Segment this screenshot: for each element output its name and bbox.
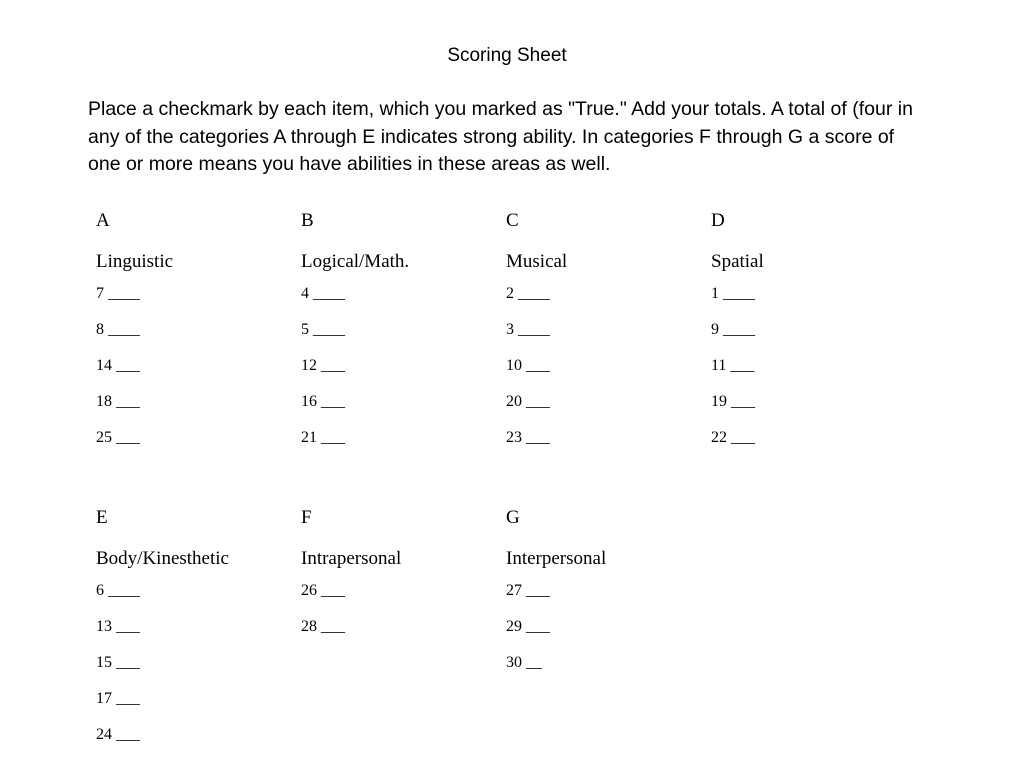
category-name: Body/Kinesthetic	[96, 548, 229, 569]
item-entry: 24 ___	[96, 726, 140, 743]
category-name: Musical	[506, 251, 568, 272]
category-letter: D	[711, 210, 725, 231]
category-letter: E	[96, 507, 108, 528]
category-column-d	[711, 209, 764, 464]
item-entry: 22 ___	[711, 429, 755, 446]
item-list	[301, 284, 409, 464]
item-list	[96, 284, 173, 464]
item-entry: 17 ___	[96, 690, 140, 707]
category-name: Linguistic	[96, 251, 174, 272]
item-entry: 2 ____	[506, 285, 550, 302]
item-list	[506, 284, 567, 464]
category-column-b	[301, 209, 409, 464]
item-list	[506, 581, 606, 689]
item-entry: 18 ___	[96, 393, 140, 410]
item-entry: 5 ____	[301, 321, 345, 338]
item-entry: 16 ___	[301, 393, 345, 410]
item-entry: 10 ___	[506, 357, 550, 374]
page-title: Scoring Sheet	[447, 45, 567, 66]
category-letter: C	[506, 210, 519, 231]
item-entry: 3 ____	[506, 321, 550, 338]
category-column-a	[96, 209, 173, 464]
item-entry: 29 ___	[506, 618, 550, 635]
category-column-c	[506, 209, 567, 464]
item-entry: 21 ___	[301, 429, 345, 446]
category-column-f	[301, 506, 401, 653]
category-letter: A	[96, 210, 110, 231]
item-list	[711, 284, 764, 464]
item-entry: 15 ___	[96, 654, 140, 671]
item-entry: 11 ___	[711, 357, 755, 374]
item-list	[96, 581, 229, 761]
item-entry: 8 ____	[96, 321, 140, 338]
item-entry: 30 __	[506, 654, 542, 671]
category-name: Spatial	[711, 251, 764, 272]
item-list	[301, 581, 401, 653]
item-entry: 25 ___	[96, 429, 140, 446]
item-entry: 19 ___	[711, 393, 755, 410]
category-letter: G	[506, 507, 520, 528]
item-entry: 9 ____	[711, 321, 755, 338]
category-column-e	[96, 506, 229, 761]
category-name: Interpersonal	[506, 548, 607, 569]
item-entry: 27 ___	[506, 582, 550, 599]
category-letter: B	[301, 210, 314, 231]
item-entry: 6 ____	[96, 582, 140, 599]
category-letter: F	[301, 507, 312, 528]
item-entry: 4 ____	[301, 285, 345, 302]
item-entry: 1 ____	[711, 285, 755, 302]
item-entry: 28 ___	[301, 618, 345, 635]
item-entry: 23 ___	[506, 429, 550, 446]
item-entry: 13 ___	[96, 618, 140, 635]
category-name: Logical/Math.	[301, 251, 410, 272]
category-name: Intrapersonal	[301, 548, 402, 569]
item-entry: 20 ___	[506, 393, 550, 410]
category-column-g	[506, 506, 606, 689]
instructions-paragraph: Place a checkmark by each item, which you marked as "True." Add your totals. A total of (four in any of the categories A through E indicates strong ability. In categories F through G a score of one or more means you have abilities in these areas as well.	[88, 98, 913, 175]
item-entry: 12 ___	[301, 357, 345, 374]
item-entry: 7 ____	[96, 285, 140, 302]
item-entry: 26 ___	[301, 582, 345, 599]
item-entry: 14 ___	[96, 357, 140, 374]
